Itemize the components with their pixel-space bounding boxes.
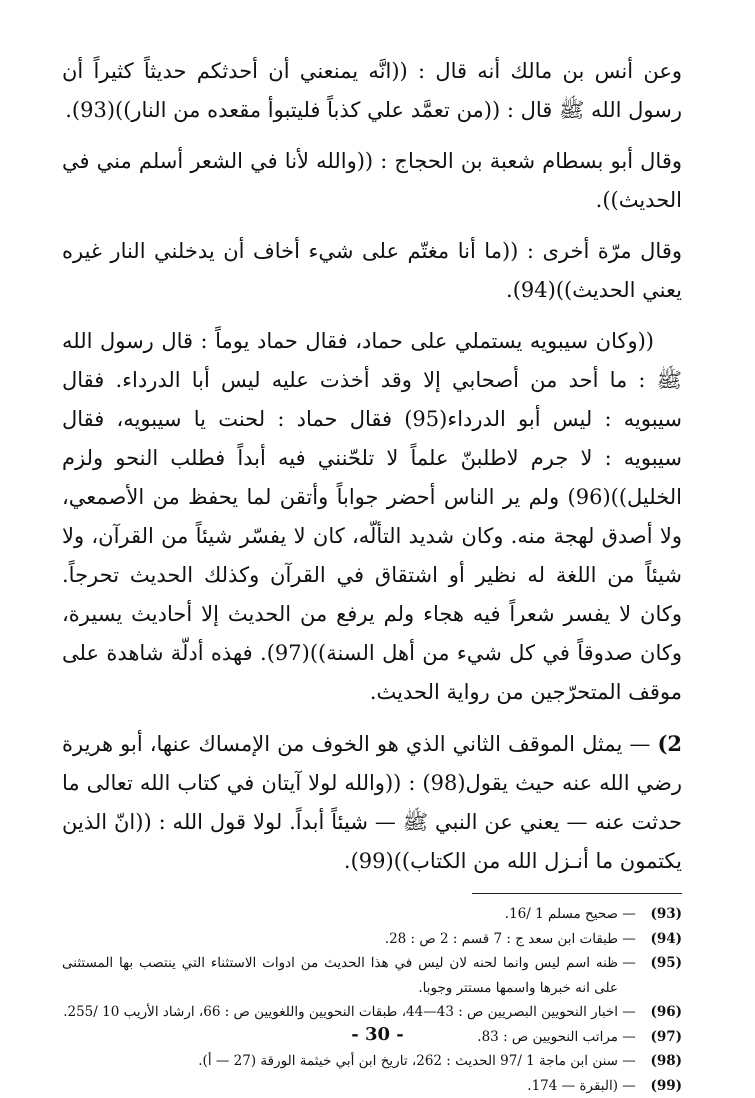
- footnote-item: [62, 902, 682, 927]
- footnote-item: [62, 927, 682, 952]
- footnote-number: (95): [640, 951, 682, 976]
- footnote-text: مراتب النحويين ص : 83.: [62, 1025, 618, 1050]
- point-2-number: 2): [657, 731, 682, 756]
- footnote-item: [62, 1049, 682, 1074]
- footnote-number: (99): [640, 1074, 682, 1098]
- footnote-dash: —: [618, 1025, 640, 1050]
- footnote-number: (97): [640, 1025, 682, 1050]
- point-2-text: — يمثل الموقف الثاني الذي هو الخوف من الإمساك عنها، أبو هريرة رضي الله عنه حيث يقول(98) : ((والله لولا آيتان في كتاب الله تعالى ما حدثت عنه — يعني عن النبي ﷺ — شيئاً أبداً. لولا قول الله : ((انّ الذين يكتمون ما أنـزل الله من الكتاب))(99).: [62, 732, 682, 873]
- paragraph-sibawayh: ((وكان سيبويه يستملي على حماد، فقال حماد يوماً : قال رسول الله ﷺ : ما أحد من أصحابي إلا وقد أخذت عليه ليس أبا الدرداء. فقال سيبويه : ليس أبو الدرداء(95) فقال حماد : لحنت يا سيبويه، فقال سيبويه : لا جرم لاطلبنّ علماً لا تلحّنني فيه أبداً فطلب النحو ولزم الخليل))(96) ولم ير الناس أحضر جواباً وأتقن لما يحفظ من الأصمعي، ولا أصدق لهجة منه. وكان شديد التألّه، كان لا يفسّر شيئاً من القرآن، ولا شيئاً من اللغة له نظير أو اشتقاق في القرآن وكذلك الحديث تحرجاً. وكان لا يفسر شعراً فيه هجاء ولم يرفع من الحديث إلا أحاديث يسيرة، وكان صدوقاً في كل شيء من أهل السنة))(97). فهذه أدلّة شاهدة على موقف المتحرّجين من رواية الحديث.: [62, 322, 682, 712]
- footnote-number: (98): [640, 1049, 682, 1074]
- footnote-text: طبقات ابن سعد ج : 7 قسم : 2 ص : 28.: [62, 927, 618, 952]
- footnote-text: اخبار النحويين البصريين ص : 43—44، طبقات النحويين واللغويين ص : 66، ارشاد الأريب 10 /255.: [62, 1000, 618, 1025]
- footnote-text: ظنه اسم ليس وانما لحنه لان ليس في هذا الحديث من ادوات الاستثناء التي ينتصب بها المستثنى على انه خبرها واسمها مستتر وجوبا.: [62, 951, 618, 1000]
- footnotes-list: [62, 902, 682, 1098]
- footnote-dash: —: [618, 1049, 640, 1074]
- footnote-text: صحيح مسلم 1 /16.: [62, 902, 618, 927]
- footnote-dash: —: [618, 927, 640, 952]
- footnote-number: (96): [640, 1000, 682, 1025]
- paragraph-shuba-again: وقال مرّة أخرى : ((ما أنا مغتّم على شيء أخاف أن يدخلني النار غيره يعني الحديث))(94).: [62, 232, 682, 310]
- footnote-text: (البقرة — 174.: [62, 1074, 618, 1098]
- paragraph-point-2: [62, 724, 682, 881]
- footnote-divider: [472, 893, 682, 894]
- footnote-dash: —: [618, 1074, 640, 1098]
- paragraph-shuba: وقال أبو بسطام شعبة بن الحجاج : ((والله لأنا في الشعر أسلم مني في الحديث)).: [62, 142, 682, 220]
- footnote-item: [62, 951, 682, 1000]
- footnote-dash: —: [618, 902, 640, 927]
- footnote-dash: —: [618, 1000, 640, 1025]
- footnote-text: سنن ابن ماجة 1 /97 الحديث : 262، تاريخ ابن أبي خيثمة الورقة (27 — أ).: [62, 1049, 618, 1074]
- paragraph-anas: وعن أنس بن مالك أنه قال : ((انَّه يمنعني أن أحدثكم حديثاً كثيراً أن رسول الله ﷺ قال : ((من تعمَّد علي كذباً فليتبوأ مقعده من النار))(93).: [62, 52, 682, 130]
- footnote-item: [62, 1000, 682, 1025]
- page-number: - 30 -: [0, 1024, 755, 1045]
- page-body: [62, 52, 682, 1098]
- footnote-dash: —: [618, 951, 640, 976]
- footnote-item: [62, 1074, 682, 1098]
- footnote-number: (94): [640, 927, 682, 952]
- footnote-number: (93): [640, 902, 682, 927]
